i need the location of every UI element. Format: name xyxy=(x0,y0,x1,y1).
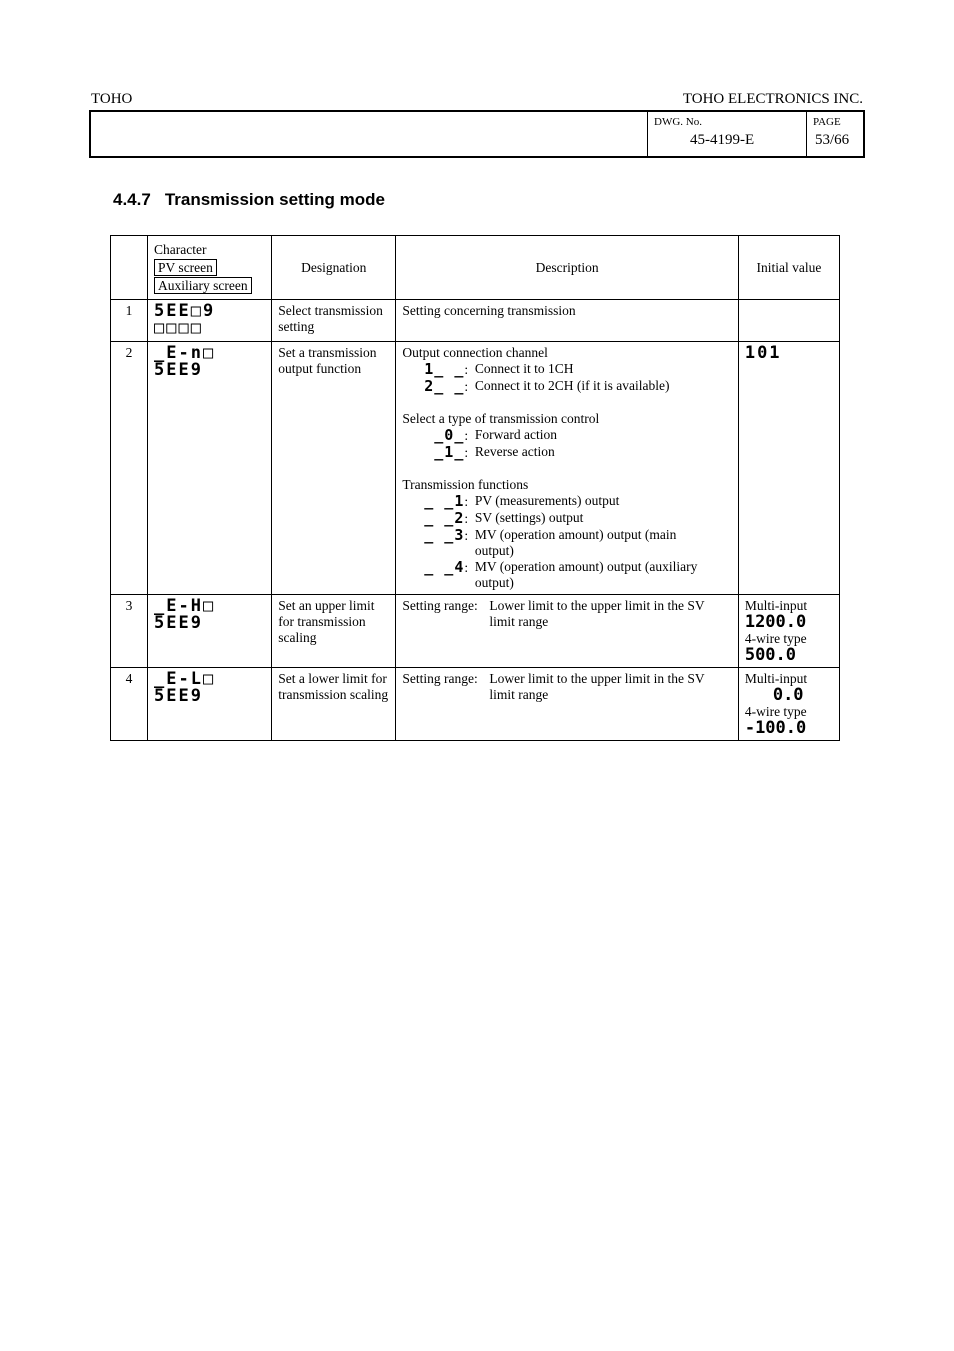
pv-screen-code: _E-H□ xyxy=(154,596,216,616)
initial-label: 4-wire type xyxy=(744,704,807,719)
row-description: Setting concerning transmission xyxy=(396,300,738,342)
transmission-settings-table xyxy=(110,235,840,741)
option-item: 1_ _: Connect it to 1CH xyxy=(402,361,731,378)
row-initial-value xyxy=(738,595,839,668)
option-code: 1_ _ xyxy=(424,360,465,378)
initial-value-code: 1200.0 xyxy=(744,612,807,632)
aux-screen-code: 5EE9 xyxy=(154,613,203,633)
dwg-number-cell xyxy=(647,112,806,156)
range-label: Setting range: xyxy=(402,671,478,686)
header-no xyxy=(111,236,148,300)
dwg-value: 45-4199-E xyxy=(690,132,755,148)
row-designation: Select transmission setting xyxy=(272,300,396,342)
initial-value-code: 101 xyxy=(744,343,782,363)
row-character xyxy=(148,668,272,741)
aux-screen-code: 5EE9 xyxy=(154,686,203,706)
row-description xyxy=(396,668,738,741)
header-description: Description xyxy=(396,236,738,300)
row-initial-value xyxy=(738,342,839,595)
option-item: _ _2: SV (settings) output xyxy=(402,510,731,527)
option-item: 2_ _: Connect it to 2CH (if it is available) xyxy=(402,378,731,395)
option-text: Connect it to 1CH xyxy=(474,361,574,376)
option-item: _1_: Reverse action xyxy=(402,444,731,461)
row-designation: Set a lower limit for transmission scaling xyxy=(272,668,396,741)
row-character xyxy=(148,300,272,342)
option-text: Forward action xyxy=(474,427,557,442)
option-text: SV (settings) output xyxy=(474,510,584,525)
range-label: Setting range: xyxy=(402,598,478,613)
row-initial-value xyxy=(738,300,839,342)
option-code: _1_ xyxy=(434,443,465,461)
option-code: _ _3 xyxy=(424,526,465,544)
dwg-label: DWG. No. xyxy=(654,116,702,128)
initial-value-code: 0.0 xyxy=(772,685,804,705)
option-code: 2_ _ xyxy=(424,377,465,395)
header-character-label: Character xyxy=(154,241,207,257)
range-text: Lower limit to the upper limit in the SV limit range xyxy=(489,598,705,629)
option-text: PV (measurements) output xyxy=(474,493,620,508)
header-pv-screen: PV screen xyxy=(154,259,217,276)
pv-screen-code: _E-n□ xyxy=(154,343,216,363)
header-initial-value: Initial value xyxy=(738,236,839,300)
initial-label: Multi-input xyxy=(744,671,808,686)
option-text: MV (operation amount) output (main output) xyxy=(474,527,677,558)
row-character xyxy=(148,342,272,595)
pv-screen-code: 5EE□9 xyxy=(154,301,216,321)
table-row xyxy=(111,300,840,342)
row-number: 2 xyxy=(111,342,148,595)
page-label: PAGE xyxy=(813,116,841,128)
header-character xyxy=(148,236,272,300)
row-character xyxy=(148,595,272,668)
initial-value-code: 500.0 xyxy=(744,645,797,665)
title-block xyxy=(89,110,865,158)
option-item: _ _1: PV (measurements) output xyxy=(402,493,731,510)
aux-screen-code: 5EE9 xyxy=(154,360,203,380)
initial-label: Multi-input xyxy=(744,598,808,613)
table-row xyxy=(111,342,840,595)
option-text: Connect it to 2CH (if it is available) xyxy=(474,378,670,393)
section-title: Transmission setting mode xyxy=(164,190,385,209)
pv-screen-code: _E-L□ xyxy=(154,669,216,689)
initial-value-code: -100.0 xyxy=(744,718,807,738)
section-number: 4.4.7 xyxy=(113,190,151,209)
option-item: _ _3: MV (operation amount) output (main output) xyxy=(402,527,731,559)
row-description xyxy=(396,342,738,595)
page-cell xyxy=(806,112,864,156)
table-row xyxy=(111,595,840,668)
option-code: _ _2 xyxy=(424,509,465,527)
option-code: _0_ xyxy=(434,426,465,444)
group-title: Transmission functions xyxy=(402,477,529,492)
option-item: _ _4: MV (operation amount) output (auxiliary output) xyxy=(402,559,731,591)
group-title: Output connection channel xyxy=(402,345,548,360)
row-number: 3 xyxy=(111,595,148,668)
row-number: 4 xyxy=(111,668,148,741)
header-company-full: TOHO ELECTRONICS INC. xyxy=(682,91,863,107)
table-header-row xyxy=(111,236,840,300)
header-designation: Designation xyxy=(272,236,396,300)
header-company-short: TOHO xyxy=(91,91,133,107)
row-description xyxy=(396,595,738,668)
initial-label: 4-wire type xyxy=(744,631,807,646)
option-code: _ _4 xyxy=(424,558,465,576)
table-row xyxy=(111,668,840,741)
row-designation: Set a transmission output function xyxy=(272,342,396,595)
option-text: Reverse action xyxy=(474,444,555,459)
group-title: Select a type of transmission control xyxy=(402,411,600,426)
row-initial-value xyxy=(738,668,839,741)
option-text: MV (operation amount) output (auxiliary output) xyxy=(474,559,698,590)
option-item: _0_: Forward action xyxy=(402,427,731,444)
row-number: 1 xyxy=(111,300,148,342)
row-designation: Set an upper limit for transmission scaling xyxy=(272,595,396,668)
section-heading xyxy=(113,190,385,210)
range-text: Lower limit to the upper limit in the SV limit range xyxy=(489,671,705,702)
aux-screen-code: □□□□ xyxy=(154,318,203,338)
page-value: 53/66 xyxy=(815,132,850,148)
header-aux-screen: Auxiliary screen xyxy=(154,277,252,294)
option-code: _ _1 xyxy=(424,492,465,510)
